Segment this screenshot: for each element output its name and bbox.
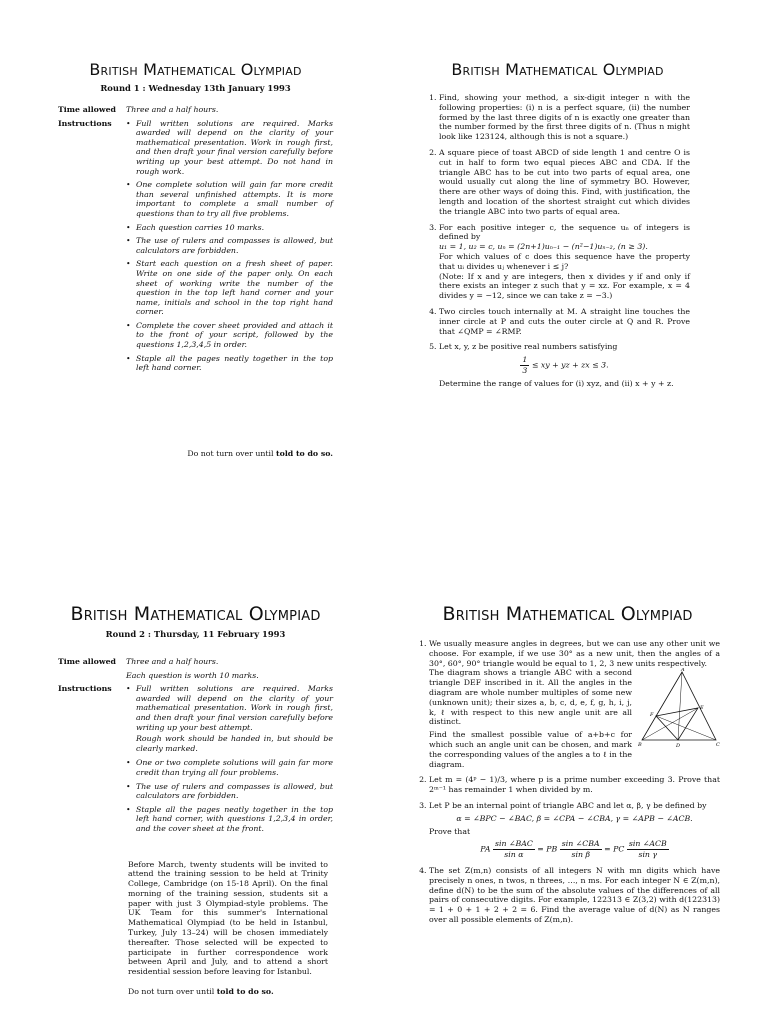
time-allowed-row	[58, 105, 333, 115]
question-1: 1. Find, showing your method, a six-digit integer n with the following properties: (i) n is a perfect square, (ii) the number formed by the last three digits of n is exactly one greater than the number formed by the first three digits of n. (Thus n might look like 123124, although this is not a square.)	[439, 93, 690, 142]
q3-question: For which values of c does this sequence have the property that uᵢ divides uⱼ whenever i ≤ j?	[439, 251, 690, 271]
page-title: British Mathematical Olympiad	[451, 60, 664, 79]
round1-cover	[58, 60, 333, 458]
instruction-item: • One or two complete solutions will gain far more credit than trying all four problems.	[136, 758, 333, 777]
denominator: sin γ	[638, 850, 658, 860]
triangle-abc	[642, 672, 716, 740]
term-pb: = PB	[537, 844, 558, 854]
q1-diagram-block	[429, 668, 720, 769]
turn-over-notice	[128, 987, 333, 997]
numerator: 1	[522, 355, 528, 365]
question-1	[429, 639, 720, 769]
q3-equation	[429, 839, 720, 860]
vertex-label: F	[650, 712, 654, 719]
turn-over-bold: told to do so.	[216, 987, 274, 997]
round1-questions	[425, 60, 690, 395]
q5-formula: ≤ xy + yz + zx ≤ 3.	[531, 360, 609, 370]
question-3	[439, 223, 690, 301]
time-label: Time allowed	[58, 657, 116, 666]
q3-definitions: α = ∠BPC − ∠BAC, β = ∠CPA − ∠CBA, γ = ∠APB − ∠ACB.	[456, 813, 693, 823]
q3-intro: 3. For each positive integer c, the sequence uₙ of integers is defined by	[439, 222, 690, 242]
instructions-list	[126, 119, 333, 373]
round-heading: Round 1 : Wednesday 13th January 1993	[100, 83, 291, 93]
turn-over-text: Do not turn over until	[187, 448, 274, 458]
fraction	[520, 355, 529, 376]
q5-question: Determine the range of values for (i) xyz, and (ii) x + y + z.	[439, 378, 674, 388]
instructions-list	[126, 684, 333, 833]
q1-intro: 1. We usually measure angles in degrees, but we can use any other unit we choose. For example, if we use 30° as a new unit, then the angles of a 30°, 60°, 90° triangle would be equal to 1, 2, 3 new units respectively.	[429, 639, 720, 668]
turn-over-text: Do not turn over until	[128, 987, 215, 997]
instructions-label: Instructions	[58, 118, 112, 128]
page-title: British Mathematical Olympiad	[442, 603, 693, 625]
instructions-label: Instructions	[58, 684, 112, 694]
vertex-label: A	[681, 668, 685, 674]
instruction-item: • Each question carries 10 marks.	[136, 223, 333, 233]
q1-question: Find the smallest possible value of a+b+c for which such an angle unit can be chosen, and mark the corresponding values of the angles a to ℓ in the diagram.	[429, 730, 632, 769]
q3-formula: u₁ = 1, u₂ = c, uₙ = (2n+1)uₙ₋₁ − (n²−1)uₙ₋₂, (n ≥ 3).	[439, 242, 648, 252]
instructions-row	[58, 684, 333, 837]
numerator: sin ∠ACB	[628, 839, 667, 849]
denominator: sin α	[504, 850, 524, 860]
question-list	[425, 93, 690, 389]
instruction-item	[136, 684, 333, 753]
numerator: sin ∠BAC	[494, 839, 533, 849]
instruction-item: • Staple all the pages neatly together in the top left hand corner, with questions 1,2,3,4 in order, and the cover sheet at the front.	[136, 805, 333, 834]
triangle-diagram	[638, 668, 720, 748]
instructions-row	[58, 119, 333, 377]
q3-prove: Prove that	[429, 826, 471, 836]
time-value: Three and a half hours.	[126, 657, 219, 666]
instruction-item: • Start each question on a fresh sheet of paper. Write on one side of the paper only. On each sheet of working write the number of the question in the top left hand corner and your name, initials and school in the top right hand corner.	[136, 259, 333, 317]
triangle-def	[656, 708, 698, 740]
fraction	[493, 839, 535, 860]
q3-intro: 3. Let P be an internal point of triangle ABC and let α, β, γ be defined by	[429, 800, 707, 810]
page-title: British Mathematical Olympiad	[89, 60, 302, 79]
turn-over-bold: told to do so.	[276, 448, 333, 458]
cevian-line	[656, 716, 716, 740]
cevian-line	[678, 672, 682, 740]
question-5	[439, 342, 690, 388]
instruction-item: • The use of rulers and compasses is allowed, but calculators are forbidden.	[136, 236, 333, 255]
question-3	[429, 801, 720, 860]
vertex-label: D	[676, 743, 681, 749]
instruction-note: Rough work should be handed in, but should be clearly marked.	[136, 734, 333, 753]
instruction-item: • One complete solution will gain far more credit than several unfinished attempts. It is more important to complete a small number of questions than to try all five problems.	[136, 180, 333, 218]
time-label: Time allowed	[58, 105, 116, 114]
q1-description: The diagram shows a triangle ABC with a second triangle DEF inscribed in it. All the angles in the diagram are whole number multiples of some new (unknown unit); their sizes a, b, c, d, e, f, g, h, i, j, k, ℓ with respect to this new angle unit are all distinct.	[429, 668, 632, 727]
round2-cover	[58, 603, 333, 997]
time-value: Three and a half hours.	[126, 105, 219, 114]
denominator: sin β	[571, 850, 590, 860]
round-heading: Round 2 : Thursday, 11 February 1993	[105, 629, 286, 639]
instruction-item: • Complete the cover sheet provided and attach it to the front of your script, followed by the questions 1,2,3,4,5 in order.	[136, 321, 333, 350]
denominator: 3	[522, 365, 528, 375]
question-4: 4. The set Z(m,n) consists of all integers N with mn digits which have precisely n ones, n twos, n threes, …, n ms. For each integer N ∈ Z(m,n), define d(N) to be the sum of the absolute values of the differences of all pairs of consecutive digits. For example, 122313 ∈ Z(3,2) with d(122313) = 1 + 0 + 1 + 2 + 2 = 6. Find the average value of d(N) as N ranges over all possible elements of Z(m,n).	[429, 866, 720, 925]
q5-intro: 5. Let x, y, z be positive real numbers satisfying	[439, 342, 618, 352]
q5-inequality	[439, 355, 690, 376]
term-pa: PA	[480, 844, 491, 854]
q3-note: (Note: If x and y are integers, then x divides y if and only if there exists an integer z such that y = xz. For example, x = 4 divides y = −12, since we can take z = −3.)	[439, 271, 690, 301]
vertex-label: C	[716, 742, 720, 749]
term-pc: = PC	[604, 844, 625, 854]
instruction-item: • The use of rulers and compasses is allowed, but calculators are forbidden.	[136, 782, 333, 801]
page-title: British Mathematical Olympiad	[70, 603, 321, 625]
training-paragraph: Before March, twenty students will be invited to attend the training session to be held at Trinity College, Cambridge (on 15-18 April). On the final morning of the training session, students sit a paper with just 3 Olympiad-style problems. The UK Team for this summer's International Mathematical Olympiad (to be held in Istanbul, Turkey, July 13–24) will be chosen immediately thereafter. Those selected will be expected to participate in further correspondence work between April and July, and to attend a short residential session before leaving for Istanbul.	[128, 859, 328, 977]
question-2: 2. Let m = (4ᵖ − 1)/3, where p is a prime number exceeding 3. Prove that 2ᵐ⁻¹ has remainder 1 when divided by m.	[429, 775, 720, 795]
numerator: sin ∠CBA	[561, 839, 600, 849]
fraction	[627, 839, 669, 860]
vertex-label: B	[638, 742, 642, 749]
instruction-text: Full written solutions are required. Marks awarded will depend on the clarity of your mathematical presentation. Work in rough first, and then draft your final version carefully before writing up your best attempt.	[136, 684, 333, 732]
question-list	[415, 639, 720, 925]
question-2: 2. A square piece of toast ABCD of side length 1 and centre O is cut in half to form two equal pieces ABC and CDA. If the triangle ABC has to be cut into two parts of equal area, one would usually cut along the line of symmetry BO. However, there are other ways of doing this. Find, with justification, the length and location of the shortest straight cut which divides the triangle ABC into two parts of equal area.	[439, 148, 690, 217]
time-note: Each question is worth 10 marks.	[126, 670, 259, 680]
fraction	[560, 839, 602, 860]
instruction-item: • Staple all the pages neatly together in the top left hand corner.	[136, 354, 333, 373]
turn-over-notice	[58, 449, 333, 458]
time-allowed-row	[58, 657, 333, 680]
vertex-label: E	[700, 705, 704, 712]
instruction-item: • Full written solutions are required. Marks awarded will depend on the clarity of your mathematical presentation. Work in rough first, and then draft your final version carefully before writing up your best attempt. Do not hand in rough work.	[136, 119, 333, 177]
question-4: 4. Two circles touch internally at M. A straight line touches the inner circle at P and cuts the outer circle at Q and R. Prove that ∠QMP = ∠RMP.	[439, 307, 690, 336]
round2-questions	[415, 603, 720, 931]
